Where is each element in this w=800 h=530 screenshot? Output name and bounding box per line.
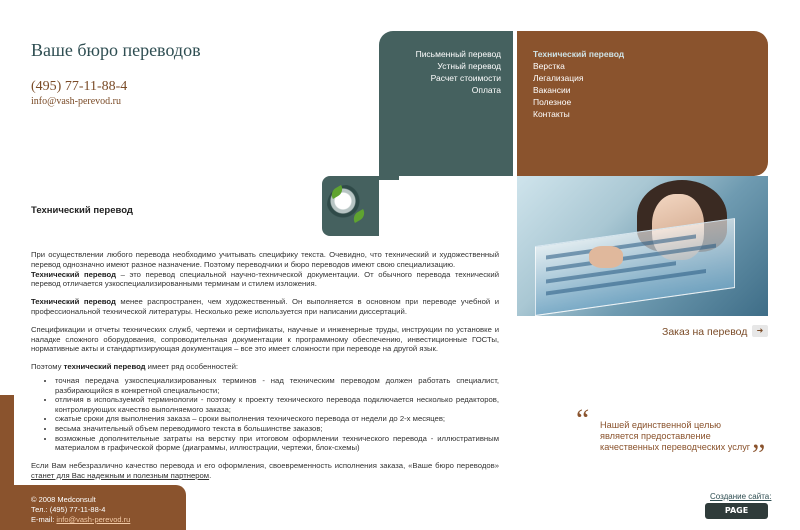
- quote-open-icon: “: [576, 403, 590, 436]
- content-paragraph: [31, 297, 499, 317]
- content-text: Поэтому: [31, 362, 64, 372]
- site-creator-link[interactable]: Создание сайта:: [710, 492, 772, 501]
- header-phone: (495) 77-11-88-4: [31, 79, 128, 94]
- content-paragraph: [31, 362, 499, 372]
- nav-item-useful[interactable]: Полезное: [533, 97, 572, 107]
- list-item: • весьма значительный объем переводимого текста в большинстве заказов;: [55, 424, 499, 434]
- nav-item-technical-translation[interactable]: Технический перевод: [533, 49, 625, 59]
- content-paragraph: [31, 461, 499, 481]
- nav-item-written-translation[interactable]: Письменный перевод: [415, 49, 501, 59]
- features-list: [55, 376, 499, 453]
- photo-screen-line: [546, 269, 706, 295]
- content-text: имеет ряд особенностей:: [145, 362, 239, 372]
- footer-email-link[interactable]: info@vash-perevod.ru: [56, 515, 131, 524]
- footer-email-label: E-mail:: [31, 515, 57, 524]
- list-item: • точная передача узкоспециализированных терминов - над техническим переводом должен работать специалист, разбирающийся в конкретной специальности;: [55, 376, 499, 395]
- secondary-nav: [533, 48, 624, 120]
- nav-item-oral-translation[interactable]: Устный перевод: [437, 61, 501, 71]
- nav-item-contacts[interactable]: Контакты: [533, 109, 570, 119]
- primary-nav-panel-fill: [379, 160, 399, 180]
- photo-screen: [535, 218, 735, 316]
- content-bold: Технический перевод: [31, 297, 116, 307]
- nav-item-vacancies[interactable]: Вакансии: [533, 85, 571, 95]
- footer-email-row: [31, 515, 130, 525]
- content-bold: технический перевод: [63, 362, 146, 372]
- quote-close-icon: ”: [752, 438, 766, 471]
- primary-nav: [379, 48, 501, 96]
- footer-phone: Тел.: (495) 77-11-88-4: [31, 505, 106, 514]
- photo-hand: [589, 246, 623, 268]
- list-item: • отличия в используемой терминологии - поэтому к проекту технического перевода подключается несколько редакторов, контролирующих качество выполняемого заказа;: [55, 395, 499, 414]
- page-master-logo[interactable]: PAGE MASTER: [705, 503, 768, 519]
- content-paragraph: Спецификации и отчеты технических служб, чертежи и сертификаты, научные и инженерные труды, инструкции по установке и наладке сложного оборудования, сопроводительная документации к программному обеспечению, инвестиционные ГОСТы, нормативные акты и стандартизирующая документация – все это имеет сложности при переводе на другой язык.: [31, 324, 499, 354]
- content-text: – это перевод специальной научно-технической документации. От обычного перевода технический перевод отличается узкоспециализированными терминам и стилем изложения.: [31, 269, 499, 289]
- content-bold: Технический перевод: [31, 269, 116, 279]
- hero-photo: [517, 176, 768, 316]
- nav-item-legalization[interactable]: Легализация: [533, 73, 584, 83]
- content-paragraph: При осуществлении любого перевода необходимо учитывать специфику текста. Очевидно, что технический и художественный перевод однозначно имеют разное назначение. Поэтому переводчики и бюро переводов имеют свою специализацию.: [31, 250, 499, 269]
- nav-item-cost-calculation[interactable]: Расчет стоимости: [430, 73, 501, 83]
- footer-side-tab: [0, 395, 14, 485]
- content-paragraph: [31, 270, 499, 290]
- footer-copyright: © 2008 Medconsult: [31, 495, 96, 504]
- content-text: менее распространен, чем художественный. Он выполняется в основном при переводе учебной и профессиональной технической литературы. Несколько реже используется при написании диссертаций.: [31, 297, 500, 316]
- content-text: .: [209, 470, 212, 480]
- nav-item-payment[interactable]: Оплата: [471, 85, 501, 95]
- main-content: [31, 250, 499, 488]
- list-item: • сжатые сроки для выполнения заказа – сроки выполнения технического перевода от недели до 2-х месяцев;: [55, 414, 499, 424]
- page-title: Технический перевод: [31, 205, 133, 216]
- order-arrow-icon[interactable]: ➜: [752, 325, 768, 337]
- footer-info: [31, 495, 130, 525]
- site-title: Ваше бюро переводов: [31, 40, 201, 60]
- nav-item-layout[interactable]: Верстка: [533, 61, 565, 71]
- list-item: • возможные дополнительные затраты на верстку при итоговом оформлении технического перевода - иллюстративным материалом в графической форме (диаграммы, иллюстрации, чертежи, блок-схемы): [55, 434, 499, 453]
- partner-link[interactable]: станет для Вас надежным и полезным партнером: [31, 470, 210, 480]
- header-email-link[interactable]: info@vash-perevod.ru: [31, 96, 122, 107]
- quote-text: Нашей единственной целью является предоставление качественных переводческих услуг: [600, 420, 751, 452]
- content-text: Если Вам небезразлично качество перевода и его оформления, своевременность исполнения заказа, «Ваше бюро переводов»: [31, 460, 499, 470]
- order-translation-link[interactable]: Заказ на перевод: [662, 326, 748, 338]
